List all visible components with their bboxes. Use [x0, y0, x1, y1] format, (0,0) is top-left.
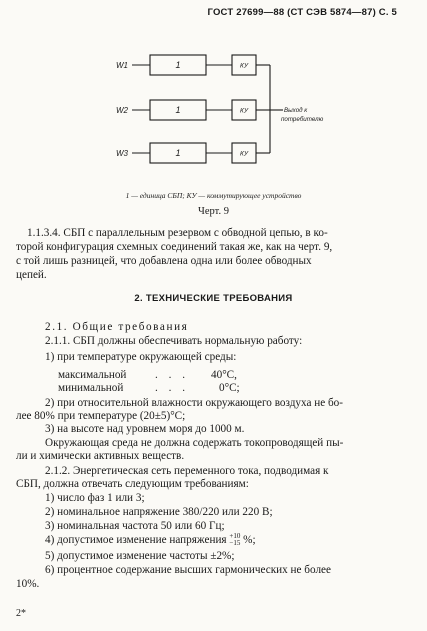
output-label-line-2: потребителю [281, 116, 324, 123]
switch-label-3: КУ [240, 150, 248, 158]
temp-min-label: минимальной [58, 382, 124, 394]
item-1: 1) при температуре окружающей среды: [45, 351, 237, 363]
temp-max-dots: . . . [155, 369, 189, 381]
req-4-prefix: 4) допустимое изменение напряжения [45, 534, 230, 546]
temp-min-value: 0°С; [219, 382, 240, 394]
switch-label-2: КУ [240, 107, 248, 115]
unit-label-1: 1 [175, 60, 181, 70]
unit-label-3: 1 [175, 148, 181, 158]
req-3: 3) номинальная частота 50 или 60 Гц; [45, 520, 225, 532]
item-2-line-1: 2) при относительной влажности окружающего воздуха не бо- [45, 397, 343, 409]
req-4 [45, 533, 256, 547]
para-211: 2.1.1. СБП должны обеспечивать нормальную работу: [45, 335, 303, 347]
temp-min-dots: . . . [155, 382, 189, 394]
page-header: ГОСТ 27699—88 (СТ СЭВ 5874—87) С. 5 [207, 7, 397, 18]
subsection-title: 2.1. Общие требования [45, 321, 189, 333]
block-diagram [0, 0, 427, 190]
input-label-w1: W1 [116, 61, 128, 70]
unit-label-2: 1 [175, 105, 181, 115]
req-4-upper: +10 [229, 532, 241, 541]
item-3: 3) на высоте над уровнем моря до 1000 м. [45, 423, 245, 435]
input-label-w2: W2 [116, 106, 128, 115]
req-4-tolerance [229, 533, 240, 547]
switch-label-1: КУ [240, 62, 248, 70]
figure-caption: 1 — единица СБП; КУ — коммутирующее устройство [125, 191, 302, 200]
req-6: 6) процентное содержание высших гармонических не более [45, 564, 331, 576]
para-212-line-2: СБП, должна отвечать следующим требованиям: [16, 478, 249, 490]
temp-max-value: 40°С, [211, 369, 237, 381]
env-note-line-1: Окружающая среда не должна содержать токопроводящей пы- [45, 437, 344, 449]
para-212-line-1: 2.1.2. Энергетическая сеть переменного тока, подводимая к [45, 465, 329, 477]
para-1134-line-1: 1.1.3.4. СБП с параллельным резервом с обводной цепью, в ко- [27, 227, 328, 239]
req-4-suffix: %; [240, 534, 256, 546]
req-1: 1) число фаз 1 или 3; [45, 492, 145, 504]
figure-label: Черт. 9 [198, 206, 229, 217]
temp-max-label: максимальной [58, 369, 127, 381]
input-label-w3: W3 [116, 149, 128, 158]
req-4-lower: −15 [229, 539, 241, 548]
para-1134-line-3: с той лишь разницей, что добавлена одна или более обводных [16, 255, 312, 267]
env-note-line-2: ли и химически активных веществ. [16, 450, 185, 462]
req-5: 5) допустимое изменение частоты ±2%; [45, 550, 235, 562]
para-1134-line-4: цепей. [16, 269, 47, 281]
para-1134-line-2: торой конфигурация схемных соединений такая же, как на черт. 9, [16, 241, 333, 253]
page-mark: 2* [16, 608, 26, 619]
req-2: 2) номинальное напряжение 380/220 или 220 В; [45, 506, 273, 518]
output-label-line-1: Выход к [284, 107, 308, 114]
item-2-line-2: лее 80% при температуре (20±5)°С; [16, 410, 186, 422]
req-6-cont: 10%. [16, 578, 40, 590]
section-title: 2. ТЕХНИЧЕСКИЕ ТРЕБОВАНИЯ [134, 293, 293, 304]
